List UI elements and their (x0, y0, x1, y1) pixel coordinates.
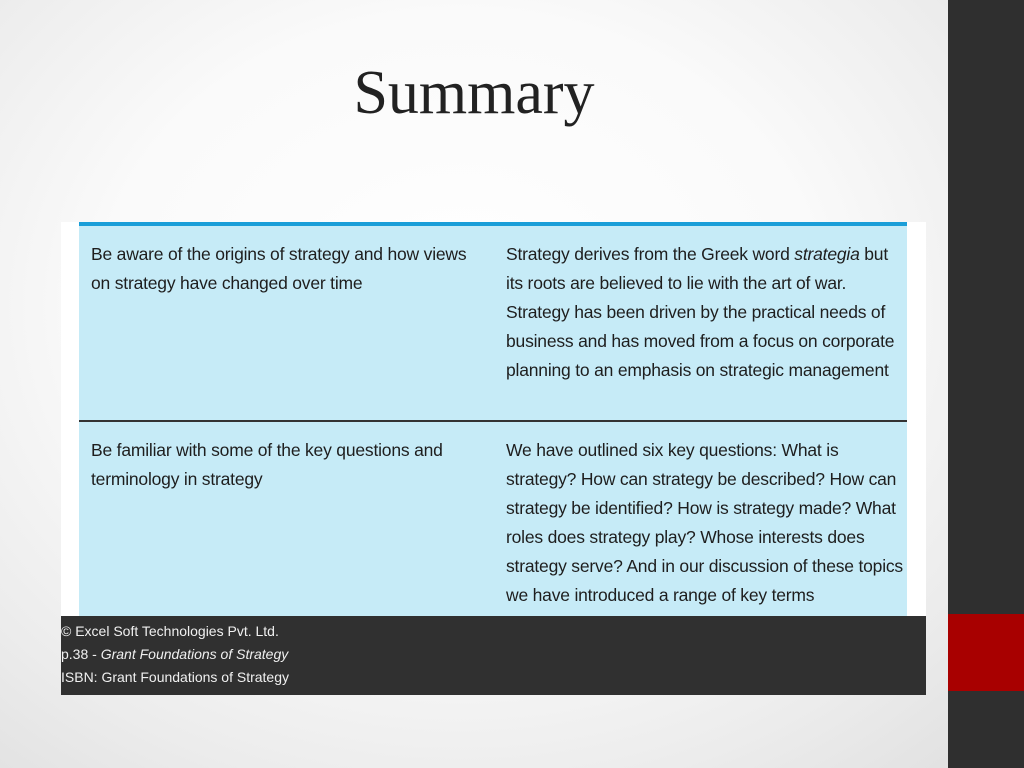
summary-text: Strategy derives from the Greek word (506, 244, 795, 264)
page-prefix: p.38 - (61, 646, 101, 662)
summary-table (79, 222, 907, 616)
page-reference-line (61, 643, 926, 666)
table-row (79, 422, 907, 616)
isbn-line: ISBN: Grant Foundations of Strategy (61, 669, 290, 685)
summary-italic-term: strategia (794, 244, 860, 264)
summary-text: but its roots are believed to lie with the art of war. Strategy has been driven by the practical needs of business and has moved from a focus on corporate planning to an emphasis on strategic management (506, 244, 895, 380)
objective-cell: Be familiar with some of the key questions and terminology in strategy (91, 440, 443, 489)
objective-cell: Be aware of the origins of strategy and how views on strategy have changed over time (91, 244, 467, 293)
source-caption (61, 616, 926, 695)
table-row (79, 226, 907, 420)
slide-title: Summary (353, 59, 595, 127)
summary-cell (506, 240, 904, 385)
copyright-line: © Excel Soft Technologies Pvt. Ltd. (61, 623, 279, 639)
accent-block (948, 614, 1024, 691)
summary-table-figure (61, 222, 926, 695)
page-source: Grant Foundations of Strategy (100, 646, 289, 662)
summary-cell: We have outlined six key questions: What is strategy? How can strategy be described? How can strategy be identified? How is strategy made? What roles does strategy play? Whose interests does strategy serve? And in our discussion of these topics we have introduced a range of key terms (506, 440, 903, 605)
